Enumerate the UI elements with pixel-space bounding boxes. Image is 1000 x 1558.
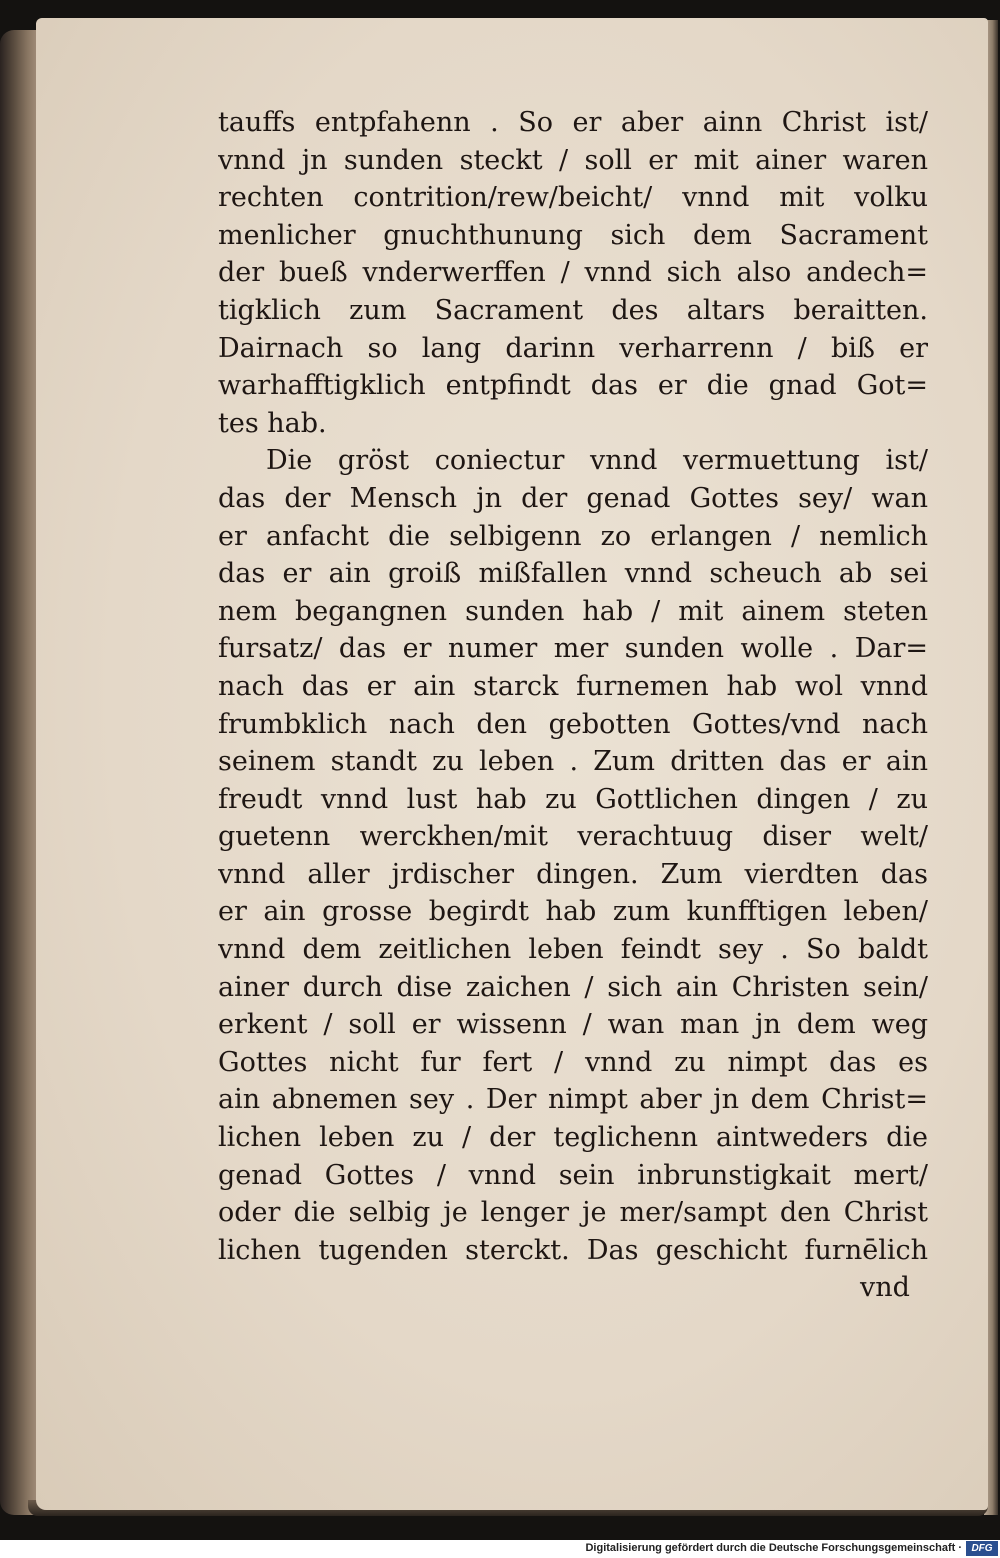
text-line: fursatz/ das er numer mer sunden wolle . Dar=: [218, 633, 928, 665]
text-line: freudt vnnd lust hab zu Gottlichen dingen / zu: [218, 783, 928, 815]
funding-credit: Digitalisierung gefördert durch die Deutsche Forschungsgemeinschaft ·: [585, 1542, 962, 1554]
catchword: vnd: [860, 1272, 910, 1303]
book-spine-edge: [0, 30, 40, 1515]
text-line: guetenn werckhen/mit verachtuug diser welt/: [218, 821, 928, 853]
text-line: genad Gottes / vnnd sein inbrunstigkait mert/: [218, 1159, 928, 1191]
text-line: tes hab.: [218, 407, 327, 439]
text-line: warhafftigklich entpfindt das er die gnad Got=: [218, 370, 928, 402]
text-line: nach das er ain starck furnemen hab wol vnnd: [218, 670, 928, 702]
text-line: Dairnach so lang darinn verharrenn / biß er: [218, 332, 928, 364]
text-line: der bueß vnderwerffen / vnnd sich also andech=: [218, 257, 928, 289]
text-line: oder die selbig je lenger je mer/sampt den Christ: [218, 1197, 928, 1229]
text-line: tauffs entpfahenn . So er aber ainn Christ ist/: [218, 107, 928, 138]
text-line: frumbklich nach den gebotten Gottes/vnd nach: [218, 708, 928, 740]
text-line: vnnd jn sunden steckt / soll er mit ainer waren: [218, 144, 928, 176]
text-line: ainer durch dise zaichen / sich ain Christen sein/: [218, 971, 928, 1003]
text-line: ain abnemen sey . Der nimpt aber jn dem Christ=: [218, 1084, 928, 1116]
text-line: lichen tugenden sterckt. Das geschicht furnēlich: [218, 1234, 928, 1266]
text-line: erkent / soll er wissenn / wan man jn dem weg: [218, 1009, 928, 1041]
text-line: tigklich zum Sacrament des altars beraitten.: [218, 294, 928, 326]
text-line: rechten contrition/rew/beicht/ vnnd mit volku: [218, 182, 928, 214]
text-line: lichen leben zu / der teglichenn aintweders die: [218, 1122, 928, 1154]
text-line: das der Mensch jn der genad Gottes sey/ wan: [218, 482, 928, 514]
text-line: vnnd aller jrdischer dingen. Zum vierdten das: [218, 858, 928, 890]
text-line: er ain grosse begirdt hab zum kunfftigen leben/: [218, 896, 928, 928]
text-line: Gottes nicht fur fert / vnnd zu nimpt das es: [218, 1046, 928, 1078]
text-line: vnnd dem zeitlichen leben feindt sey . So baldt: [218, 934, 928, 966]
text-line: das er ain groiß mißfallen vnnd scheuch ab sei: [218, 558, 928, 590]
text-line: menlicher gnuchthunung sich dem Sacrament: [218, 219, 928, 251]
page-text-block: [218, 104, 928, 1269]
dfg-logo: DFG: [966, 1541, 998, 1556]
text-line: nem begangnen sunden hab / mit ainem steten: [218, 595, 928, 627]
paragraph-start-line: Die gröst coniectur vnnd vermuettung ist/: [266, 445, 928, 477]
text-line: er anfacht die selbigenn zo erlangen / nemlich: [218, 520, 928, 552]
text-line: seinem standt zu leben . Zum dritten das er ain: [218, 746, 928, 778]
